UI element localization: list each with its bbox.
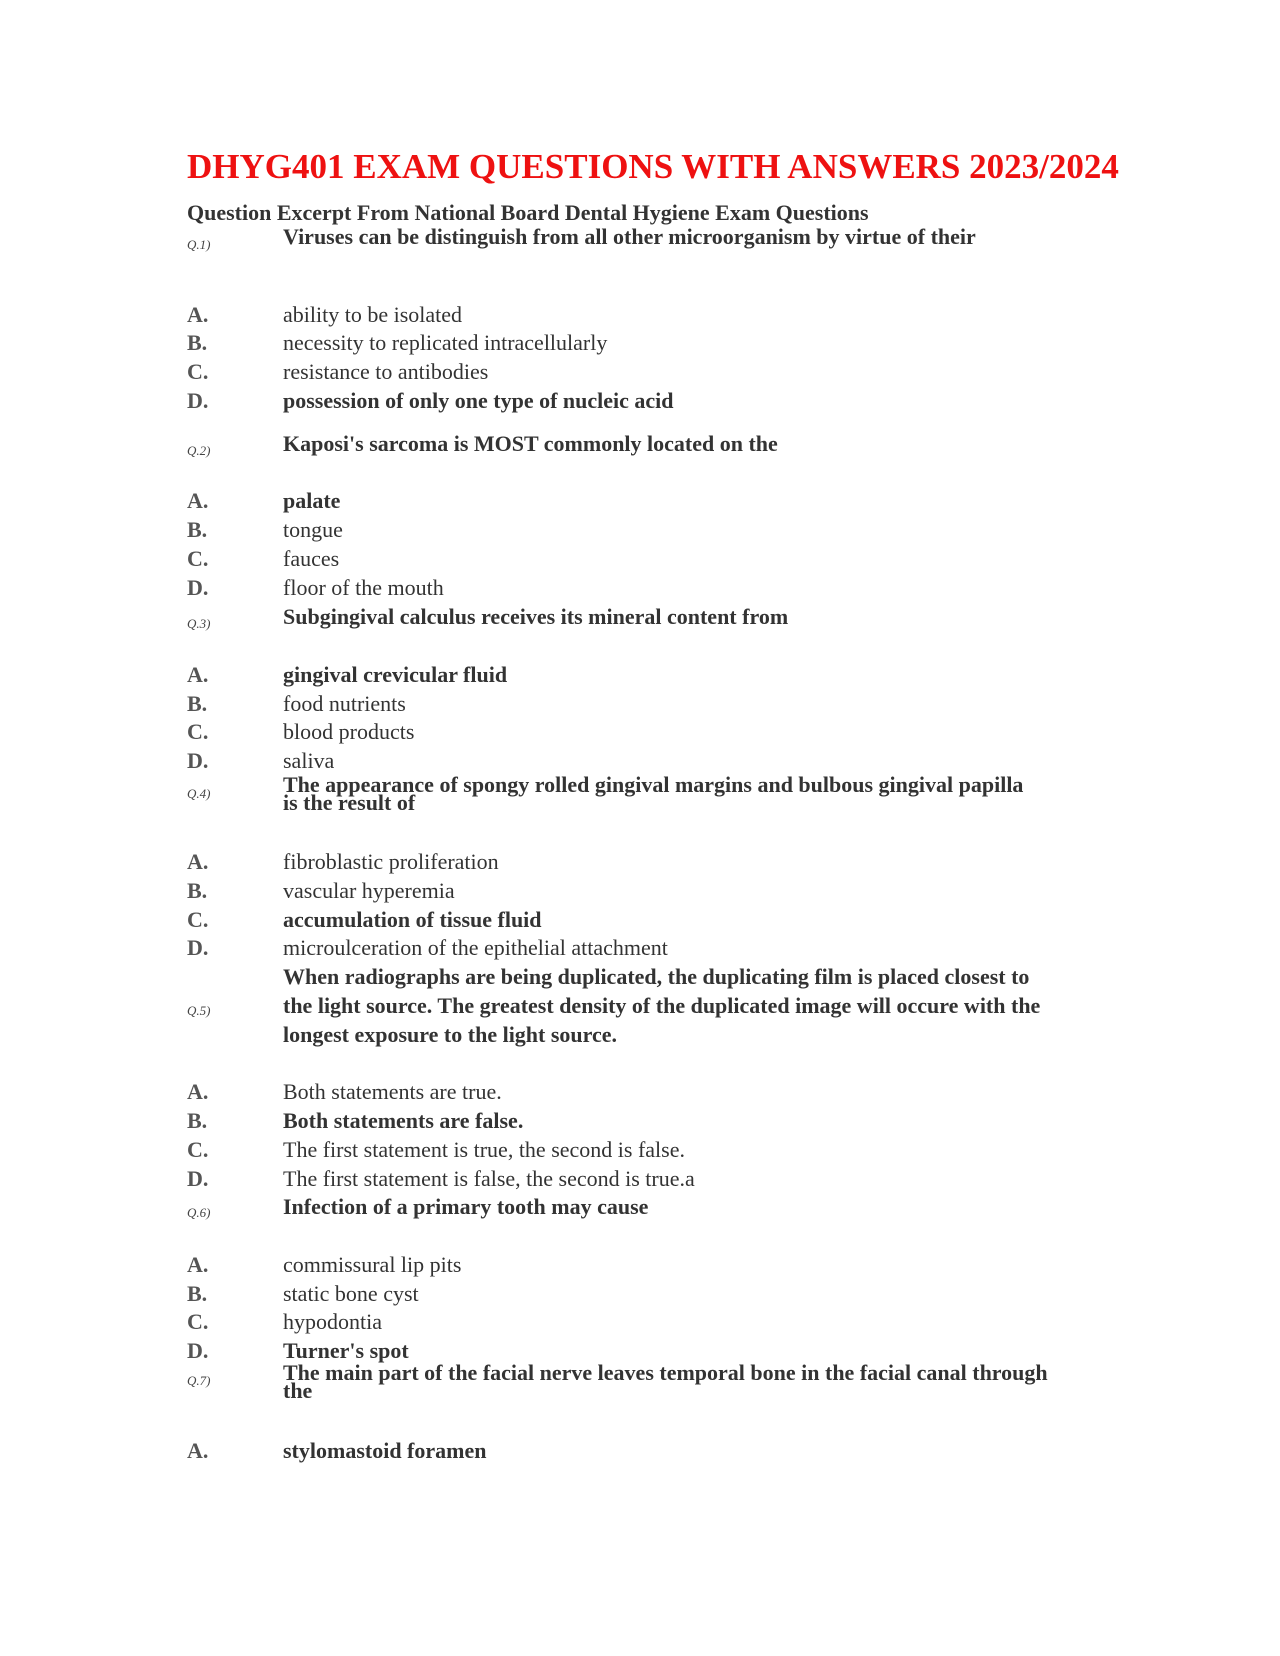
question-text: Kaposi's sarcoma is MOST commonly located on the	[283, 431, 778, 456]
option-text: microulceration of the epithelial attachment	[283, 935, 668, 960]
option-text: floor of the mouth	[283, 575, 444, 600]
option-letter: C.	[187, 1309, 209, 1334]
option-letter: C.	[187, 359, 209, 384]
option-letter: A.	[187, 662, 209, 687]
option-text-correct: stylomastoid foramen	[283, 1438, 487, 1463]
option-text: static bone cyst	[283, 1281, 419, 1306]
option-letter: B.	[187, 878, 208, 903]
option-letter: D.	[187, 1166, 209, 1191]
option-text-correct: palate	[283, 488, 341, 513]
option-letter: C.	[187, 546, 209, 571]
option-text: fauces	[283, 546, 340, 571]
option-letter: C.	[187, 907, 209, 932]
question-number: Q.4)	[187, 786, 211, 801]
option-text: vascular hyperemia	[283, 878, 455, 903]
question-number: Q.3)	[187, 616, 211, 631]
option-text: blood products	[283, 719, 415, 744]
option-letter: B.	[187, 691, 208, 716]
question-number: Q.1)	[187, 237, 211, 252]
option-letter: B.	[187, 1108, 208, 1133]
option-letter: A.	[187, 1438, 209, 1463]
option-text: food nutrients	[283, 691, 406, 716]
option-letter: A.	[187, 849, 209, 874]
option-letter: A.	[187, 1252, 209, 1277]
question-number: Q.5)	[187, 1003, 211, 1018]
option-letter: D.	[187, 935, 209, 960]
document-title: DHYG401 EXAM QUESTIONS WITH ANSWERS 2023/2024	[187, 147, 1119, 186]
option-text: tongue	[283, 517, 343, 542]
option-text: hypodontia	[283, 1309, 382, 1334]
option-letter: D.	[187, 1338, 209, 1363]
option-text-correct: Turner's spot	[283, 1338, 409, 1363]
option-letter: A.	[187, 1079, 209, 1104]
option-letter: A.	[187, 302, 209, 327]
option-text: ability to be isolated	[283, 302, 463, 327]
option-letter: D.	[187, 575, 209, 600]
question-text: When radiographs are being duplicated, the duplicating film is placed closest to the light source. The greatest density of the duplicated image will occure with the longest exposure to the light source.	[283, 964, 1041, 1047]
option-text-correct: possession of only one type of nucleic acid	[283, 388, 674, 413]
question-number: Q.7)	[187, 1373, 211, 1388]
question-text: Viruses can be distinguish from all other microorganism by virtue of their	[283, 224, 976, 249]
option-text: Both statements are true.	[283, 1079, 502, 1104]
question-text: The main part of the facial nerve leaves temporal bone in the facial canal through the	[283, 1360, 1048, 1404]
option-letter: B.	[187, 330, 208, 355]
option-text: The first statement is false, the second is true.a	[283, 1166, 695, 1191]
option-text: necessity to replicated intracellularly	[283, 330, 608, 355]
option-text: resistance to antibodies	[283, 359, 489, 384]
option-letter: C.	[187, 1137, 209, 1162]
question-number: Q.2)	[187, 443, 211, 458]
option-text-correct: gingival crevicular fluid	[283, 662, 508, 687]
option-letter: A.	[187, 488, 209, 513]
option-letter: B.	[187, 1281, 208, 1306]
question-text: Infection of a primary tooth may cause	[283, 1194, 649, 1219]
option-text: fibroblastic proliferation	[283, 849, 499, 874]
option-letter: C.	[187, 719, 209, 744]
option-letter: D.	[187, 748, 209, 773]
document-subtitle: Question Excerpt From National Board Dental Hygiene Exam Questions	[187, 200, 869, 225]
option-text-correct: accumulation of tissue fluid	[283, 907, 542, 932]
question-text: Subgingival calculus receives its mineral content from	[283, 604, 789, 629]
option-text: commissural lip pits	[283, 1252, 462, 1277]
option-text-correct: Both statements are false.	[283, 1108, 524, 1133]
question-number: Q.6)	[187, 1205, 211, 1220]
option-text: The first statement is true, the second is false.	[283, 1137, 685, 1162]
option-text: saliva	[283, 748, 335, 773]
question-text: The appearance of spongy rolled gingival margins and bulbous gingival papilla is the result of	[283, 772, 1024, 816]
option-letter: D.	[187, 388, 209, 413]
option-letter: B.	[187, 517, 208, 542]
